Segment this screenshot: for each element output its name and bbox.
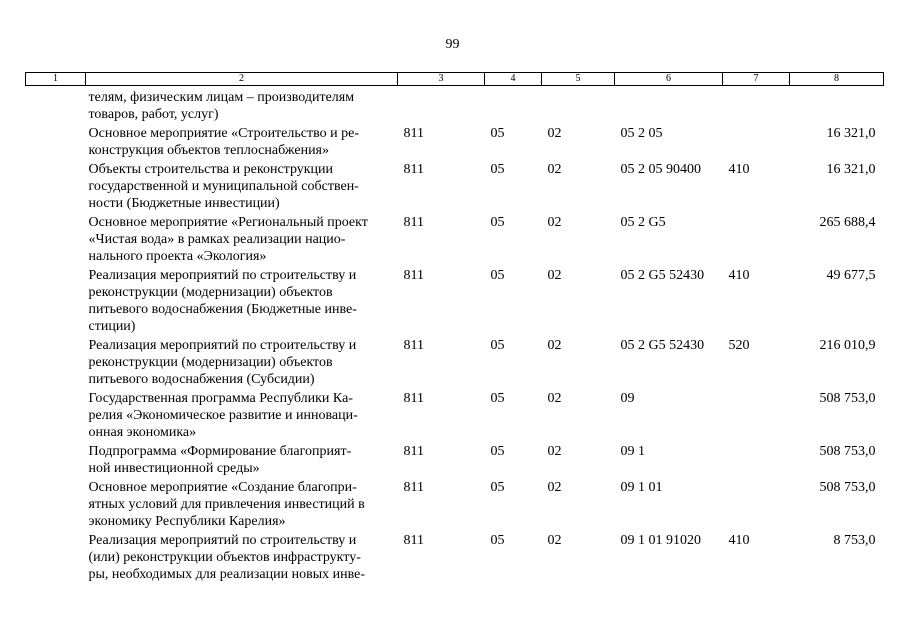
cell-target-article: 09 1 01 <box>620 480 663 495</box>
cell-amount: 508 753,0 <box>819 391 876 406</box>
cell-ministry-code <box>398 86 485 124</box>
cell-amount: 216 010,9 <box>819 338 876 353</box>
cell-expense-type: 410 <box>728 162 750 177</box>
cell-target-article: 05 2 05 90400 <box>620 162 701 177</box>
cell-target-article: 05 2 G5 <box>620 215 666 230</box>
cell-target-article: 05 2 G5 52430 <box>620 338 705 353</box>
table-row <box>26 441 884 477</box>
cell-subsection-code: 02 <box>547 162 562 177</box>
column-number-6: 6 <box>615 73 723 86</box>
cell-ministry-code: 811 <box>403 480 424 495</box>
table-row <box>26 477 884 530</box>
cell-subsection-code: 02 <box>547 480 562 495</box>
cell-expense-type <box>723 212 790 265</box>
column-number-1: 1 <box>26 73 86 86</box>
cell-section-code: 05 <box>490 444 505 459</box>
cell-ministry-code: 811 <box>403 391 424 406</box>
cell-section-code: 05 <box>490 268 505 283</box>
column-number-5: 5 <box>542 73 615 86</box>
cell-target-article: 09 <box>620 391 635 406</box>
cell-subsection-code: 02 <box>547 338 562 353</box>
table-row <box>26 86 884 124</box>
cell-expense-type <box>723 477 790 530</box>
row-description: Объекты строительства и реконструкции государственной и муниципальной собствен- ности (Бюджетные инвестиции) <box>88 162 359 211</box>
cell-ministry-code: 811 <box>403 215 424 230</box>
cell-expense-type <box>723 441 790 477</box>
cell-target-article: 05 2 G5 52430 <box>620 268 705 283</box>
cell-section-code: 05 <box>490 338 505 353</box>
cell-subsection-code: 02 <box>547 215 562 230</box>
cell-section-code: 05 <box>490 162 505 177</box>
cell-subsection-code: 02 <box>547 533 562 548</box>
table-row <box>26 530 884 583</box>
cell-section-code: 05 <box>490 126 505 141</box>
cell-target-article: 09 1 <box>620 444 645 459</box>
table-row <box>26 212 884 265</box>
cell-col1 <box>26 265 86 335</box>
cell-expense-type: 410 <box>728 268 750 283</box>
column-number-row <box>26 73 884 86</box>
row-description: Реализация мероприятий по строительству и реконструкции (модернизации) объектов питьевого водоснабжения (Бюджетные инве- стиции) <box>88 268 357 334</box>
cell-ministry-code: 811 <box>403 533 424 548</box>
table-row <box>26 335 884 388</box>
cell-col1 <box>26 123 86 159</box>
row-description: Основное мероприятие «Региональный проект «Чистая вода» в рамках реализации нацио- нального проекта «Экология» <box>88 215 368 264</box>
cell-target-article <box>615 86 723 124</box>
cell-expense-type: 520 <box>728 338 750 353</box>
table-header <box>26 73 884 86</box>
cell-amount: 49 677,5 <box>826 268 876 283</box>
cell-section-code: 05 <box>490 533 505 548</box>
cell-amount: 508 753,0 <box>819 480 876 495</box>
cell-subsection-code: 02 <box>547 444 562 459</box>
cell-ministry-code: 811 <box>403 444 424 459</box>
cell-amount: 16 321,0 <box>826 162 876 177</box>
row-description: Основное мероприятие «Строительство и ре- конструкция объектов теплоснабжения» <box>88 126 359 158</box>
cell-ministry-code: 811 <box>403 338 424 353</box>
cell-col1 <box>26 159 86 212</box>
row-description: Основное мероприятие «Создание благопри- ятных условий для привлечения инвестиций в экономику Республики Карелия» <box>88 480 365 529</box>
cell-col1 <box>26 388 86 441</box>
cell-section-code: 05 <box>490 480 505 495</box>
cell-amount: 16 321,0 <box>826 126 876 141</box>
row-description: Реализация мероприятий по строительству и (или) реконструкции объектов инфраструкту- ры, необходимых для реализации новых инве- <box>88 533 366 582</box>
table-row <box>26 265 884 335</box>
column-number-2: 2 <box>86 73 398 86</box>
cell-col1 <box>26 441 86 477</box>
cell-section-code: 05 <box>490 391 505 406</box>
cell-amount <box>790 86 884 124</box>
cell-amount: 265 688,4 <box>819 215 876 230</box>
cell-expense-type <box>723 388 790 441</box>
cell-col1 <box>26 530 86 583</box>
cell-ministry-code: 811 <box>403 126 424 141</box>
cell-subsection-code: 02 <box>547 126 562 141</box>
page-number: 99 <box>445 37 460 52</box>
cell-col1 <box>26 477 86 530</box>
column-number-8: 8 <box>790 73 884 86</box>
cell-amount: 8 753,0 <box>833 533 876 548</box>
cell-col1 <box>26 212 86 265</box>
cell-expense-type <box>723 123 790 159</box>
cell-ministry-code: 811 <box>403 162 424 177</box>
cell-section-code <box>485 86 542 124</box>
cell-col1 <box>26 86 86 124</box>
cell-expense-type: 410 <box>728 533 750 548</box>
table-row <box>26 123 884 159</box>
table-row <box>26 159 884 212</box>
cell-expense-type <box>723 86 790 124</box>
cell-subsection-code: 02 <box>547 268 562 283</box>
cell-subsection-code <box>542 86 615 124</box>
table-row <box>26 388 884 441</box>
column-number-7: 7 <box>723 73 790 86</box>
cell-target-article: 05 2 05 <box>620 126 663 141</box>
cell-subsection-code: 02 <box>547 391 562 406</box>
column-number-4: 4 <box>485 73 542 86</box>
cell-section-code: 05 <box>490 215 505 230</box>
cell-amount: 508 753,0 <box>819 444 876 459</box>
budget-table <box>25 72 884 583</box>
row-description: Реализация мероприятий по строительству и реконструкции (модернизации) объектов питьевого водоснабжения (Субсидии) <box>88 338 357 387</box>
column-number-3: 3 <box>398 73 485 86</box>
row-description: Государственная программа Республики Ка- релия «Экономическое развитие и инноваци- онная экономика» <box>88 391 358 440</box>
table-body <box>26 86 884 584</box>
cell-target-article: 09 1 01 91020 <box>620 533 701 548</box>
row-description: телям, физическим лицам – производителям товаров, работ, услуг) <box>88 90 355 122</box>
row-description: Подпрограмма «Формирование благоприят- ной инвестиционной среды» <box>88 444 352 476</box>
cell-ministry-code: 811 <box>403 268 424 283</box>
cell-col1 <box>26 335 86 388</box>
